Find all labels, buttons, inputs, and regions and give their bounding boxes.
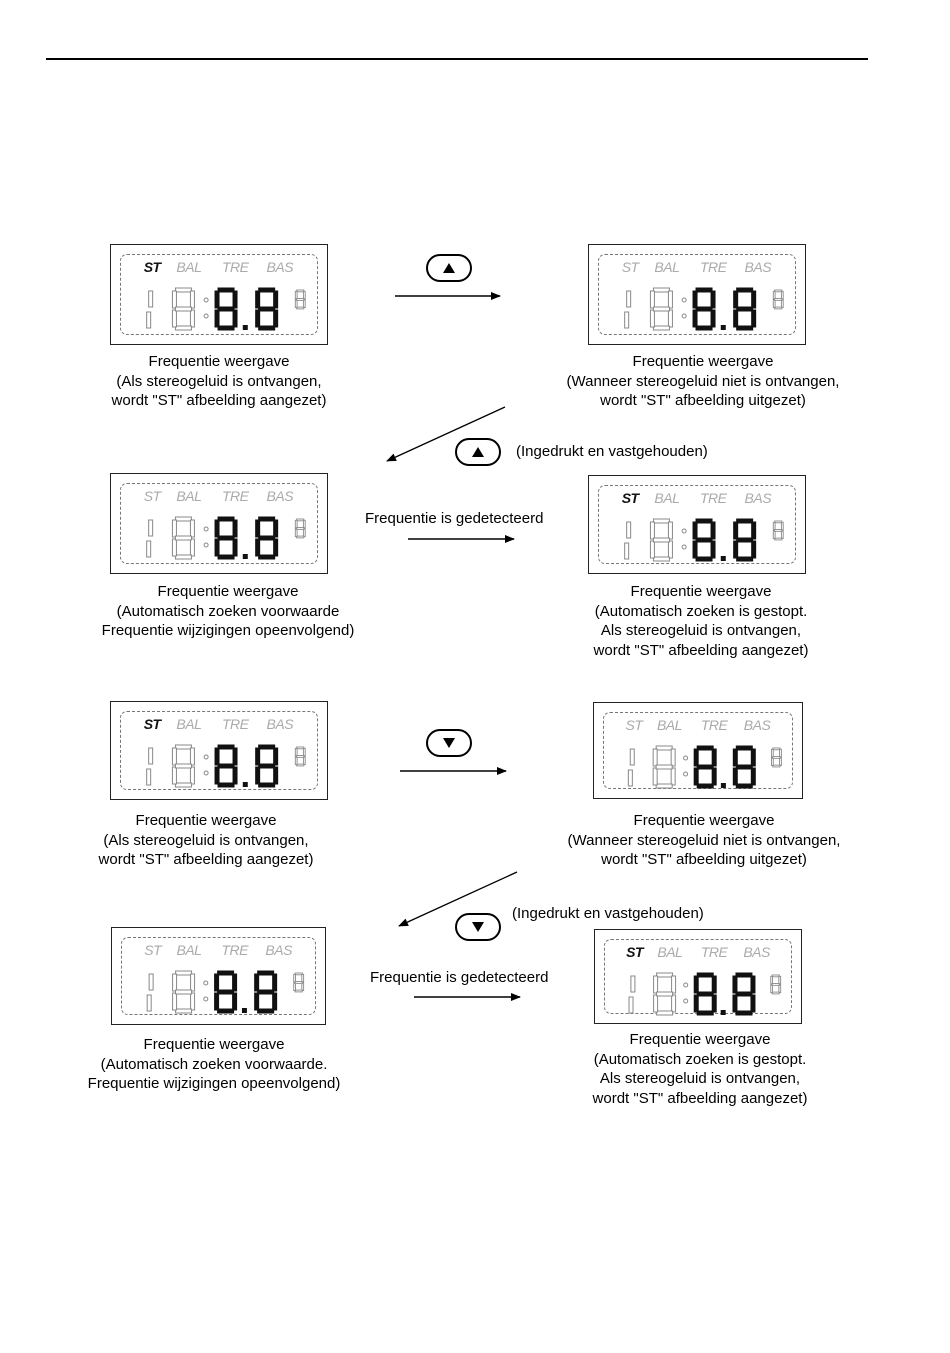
caption-down-3: Frequentie weergave (Automatisch zoeken voorwaarde. Frequentie wijzigingen opeenvolgend): [87, 1036, 341, 1093]
caption-down-1: Frequentie weergave (Als stereogeluid is ontvangen, wordt "ST" afbeelding aangezet): [98, 812, 314, 869]
decimal-point: [243, 325, 248, 330]
small-digit: [771, 975, 781, 994]
colon-dot: [684, 999, 688, 1003]
lcd-display-down-2: [593, 702, 803, 799]
down-triangle-icon: [443, 738, 455, 748]
digit-one-segment: [630, 749, 634, 765]
indicator-bal: BAL: [654, 259, 680, 275]
digit-units: [256, 745, 278, 787]
lcd-digits: [111, 474, 327, 573]
indicator-bas: BAS: [266, 716, 294, 732]
indicator-bal: BAL: [176, 259, 202, 275]
caption-down-2: Frequentie weergave (Wanneer stereogeluid niet is ontvangen, wordt "ST" afbeelding uitgezet): [567, 812, 841, 869]
indicator-tre: TRE: [700, 717, 728, 733]
digit-one-segment: [627, 522, 631, 538]
tune-down-button[interactable]: [426, 729, 472, 757]
digit-tens: [215, 745, 237, 787]
digit-one-segment: [625, 312, 629, 328]
digit-hundreds: [172, 517, 194, 559]
indicator-bas: BAS: [744, 490, 772, 506]
indicator-bal: BAL: [176, 716, 202, 732]
colon-dot: [684, 772, 688, 776]
colon-dot: [204, 298, 208, 302]
digit-one-segment: [149, 291, 153, 307]
colon-dot: [684, 756, 688, 760]
indicator-tre: TRE: [221, 716, 249, 732]
colon-dot: [204, 314, 208, 318]
digit-units: [734, 519, 756, 561]
lcd-digits: [589, 245, 805, 344]
indicator-st: ST: [625, 717, 643, 733]
colon-dot: [204, 771, 208, 775]
digit-one-segment: [629, 997, 633, 1013]
indicator-bal: BAL: [176, 488, 202, 504]
decimal-point: [243, 782, 248, 787]
indicator-tre: TRE: [699, 490, 727, 506]
lcd-digits: [589, 476, 805, 573]
up-triangle-icon: [443, 263, 455, 273]
digit-one-segment: [147, 769, 151, 785]
digit-tens: [693, 288, 715, 330]
small-digit: [295, 747, 305, 766]
indicator-tre: TRE: [221, 942, 248, 958]
up-triangle-icon: [472, 447, 484, 457]
indicator-st: ST: [621, 259, 639, 275]
caption-up-4: Frequentie weergave (Automatisch zoeken is gestopt. Als stereogeluid is ontvangen, wordt "ST" afbeelding aangezet): [593, 583, 809, 659]
digit-hundreds: [654, 973, 676, 1015]
lcd-digits: [111, 245, 327, 344]
lcd-display-up-4: [588, 475, 806, 574]
indicator-bal: BAL: [656, 717, 682, 733]
digit-one-segment: [149, 974, 153, 990]
colon-dot: [204, 981, 208, 985]
colon-dot: [204, 543, 208, 547]
lcd-display-down-3: [111, 927, 326, 1025]
colon-dot: [682, 529, 686, 533]
caption-up-3: Frequentie weergave (Automatisch zoeken voorwaarde Frequentie wijzigingen opeenvolgend): [101, 583, 355, 640]
decimal-point: [721, 325, 726, 330]
indicator-tre: TRE: [221, 488, 249, 504]
indicator-bas: BAS: [265, 942, 292, 958]
digit-one-segment: [147, 995, 151, 1011]
indicator-bas: BAS: [266, 488, 294, 504]
digit-tens: [215, 288, 237, 330]
digit-units: [733, 746, 755, 788]
digit-units: [255, 971, 277, 1013]
colon-dot: [682, 298, 686, 302]
digit-one-segment: [628, 770, 632, 786]
indicator-st: ST: [143, 716, 161, 732]
indicator-st: ST: [143, 259, 161, 275]
decimal-point: [242, 1008, 247, 1013]
tune-up-button[interactable]: [426, 254, 472, 282]
indicator-tre: TRE: [700, 944, 728, 960]
digit-hundreds: [173, 971, 195, 1013]
lcd-digits: [595, 930, 801, 1023]
decimal-point: [721, 783, 726, 788]
decimal-point: [721, 1010, 726, 1015]
indicator-bal: BAL: [654, 490, 680, 506]
small-digit: [771, 748, 781, 767]
digit-hundreds: [172, 745, 194, 787]
digit-one-segment: [625, 543, 629, 559]
digit-one-segment: [627, 291, 631, 307]
colon-dot: [204, 997, 208, 1001]
indicator-bas: BAS: [266, 259, 294, 275]
digit-units: [733, 973, 755, 1015]
digit-one-segment: [149, 520, 153, 536]
digit-tens: [694, 746, 716, 788]
colon-dot: [204, 755, 208, 759]
digit-tens: [215, 517, 237, 559]
caption-down-4: Frequentie weergave (Automatisch zoeken is gestopt. Als stereogeluid is ontvangen, wordt "ST" afbeelding aangezet): [592, 1031, 808, 1107]
indicator-tre: TRE: [221, 259, 249, 275]
lcd-digits: [594, 703, 802, 798]
indicator-bas: BAS: [743, 717, 771, 733]
digit-units: [256, 517, 278, 559]
lcd-display-up-1: [110, 244, 328, 345]
caption-up-1: Frequentie weergave (Als stereogeluid is ontvangen, wordt "ST" afbeelding aangezet): [111, 353, 327, 410]
digit-units: [734, 288, 756, 330]
tune-up-hold-button[interactable]: [455, 438, 501, 466]
indicator-bal: BAL: [176, 942, 202, 958]
digit-one-segment: [631, 976, 635, 992]
small-digit: [294, 973, 304, 992]
lcd-digits: [111, 702, 327, 799]
lcd-digits: [112, 928, 325, 1024]
digit-tens: [215, 971, 237, 1013]
lcd-display-up-3: [110, 473, 328, 574]
lcd-display-up-2: [588, 244, 806, 345]
digit-tens: [693, 519, 715, 561]
small-digit: [773, 290, 783, 309]
digit-hundreds: [172, 288, 194, 330]
hold-note-up: (Ingedrukt en vastgehouden): [516, 443, 708, 460]
small-digit: [295, 290, 305, 309]
indicator-bal: BAL: [657, 944, 683, 960]
digit-one-segment: [147, 312, 151, 328]
digit-units: [256, 288, 278, 330]
indicator-tre: TRE: [699, 259, 727, 275]
digit-tens: [694, 973, 716, 1015]
indicator-st: ST: [143, 488, 161, 504]
caption-up-2: Frequentie weergave (Wanneer stereogeluid niet is ontvangen, wordt "ST" afbeelding uitgezet): [566, 353, 840, 410]
digit-one-segment: [149, 748, 153, 764]
down-triangle-icon: [472, 922, 484, 932]
indicator-st: ST: [626, 944, 644, 960]
digit-hundreds: [650, 288, 672, 330]
lcd-display-down-1: [110, 701, 328, 800]
hold-note-down: (Ingedrukt en vastgehouden): [512, 905, 704, 922]
detected-note-up: Frequentie is gedetecteerd: [365, 510, 544, 527]
digit-one-segment: [147, 541, 151, 557]
small-digit: [295, 519, 305, 538]
small-digit: [773, 521, 783, 540]
colon-dot: [682, 545, 686, 549]
indicator-bas: BAS: [744, 259, 772, 275]
lcd-display-down-4: [594, 929, 802, 1024]
decimal-point: [243, 554, 248, 559]
digit-hundreds: [650, 519, 672, 561]
colon-dot: [682, 314, 686, 318]
indicator-st: ST: [621, 490, 639, 506]
colon-dot: [684, 983, 688, 987]
digit-hundreds: [653, 746, 675, 788]
indicator-st: ST: [144, 942, 162, 958]
detected-note-down: Frequentie is gedetecteerd: [370, 969, 549, 986]
colon-dot: [204, 527, 208, 531]
tune-down-hold-button[interactable]: [455, 913, 501, 941]
indicator-bas: BAS: [743, 944, 770, 960]
decimal-point: [721, 556, 726, 561]
